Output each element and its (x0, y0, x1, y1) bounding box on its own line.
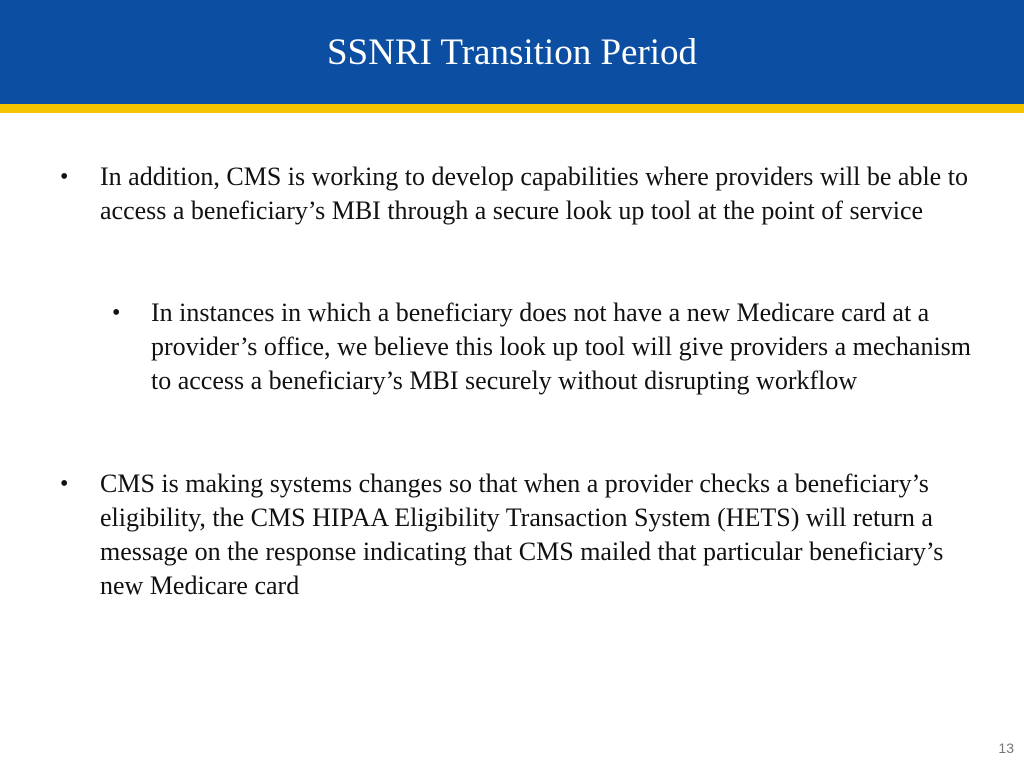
bullet-text: In instances in which a beneficiary does not have a new Medicare card at a provider’s office, we believe this look up tool will give providers a mechanism to access a beneficiary’s MBI securely without disrupting workflow (151, 298, 972, 395)
bullet-marker: • (60, 471, 69, 497)
bullet-text: CMS is making systems changes so that when a provider checks a beneficiary’s eligibility, the CMS HIPAA Eligibility Transaction System (HETS) will return a message on the response indicating that CMS mailed that particular beneficiary’s new Medicare card (100, 469, 944, 600)
bullet-marker: • (112, 300, 121, 326)
accent-bar (0, 104, 1024, 113)
slide-title: SSNRI Transition Period (326, 32, 698, 73)
bullet-marker: • (60, 164, 69, 190)
page-number: 13 (998, 740, 1014, 756)
title-bar (0, 0, 1024, 104)
bullet-text: In addition, CMS is working to develop capabilities where providers will be able to access a beneficiary’s MBI through a secure look up tool at the point of service (100, 162, 968, 225)
